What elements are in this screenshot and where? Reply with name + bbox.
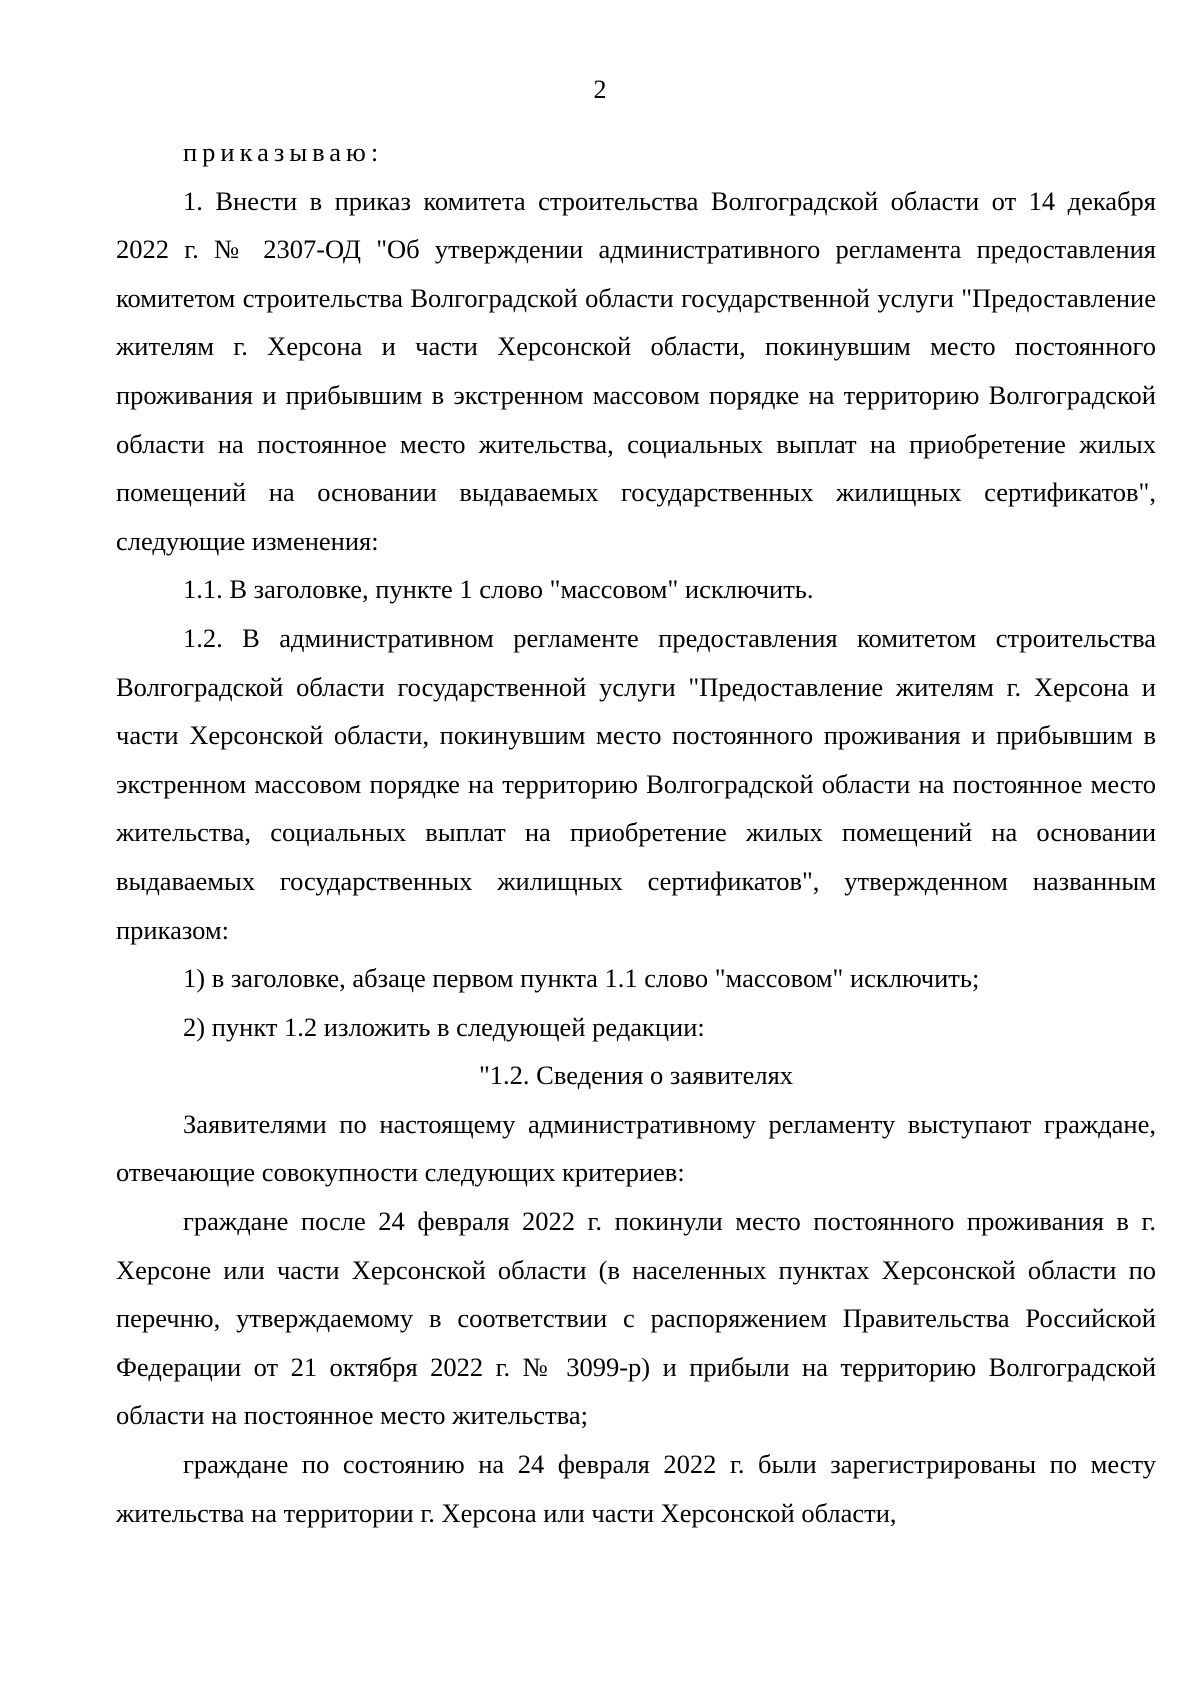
page-number: 2 [593, 75, 607, 104]
order-verb: приказываю: [183, 137, 384, 167]
paragraph-applicants: Заявителями по настоящему административному регламенту выступают граждане, отвечающие совокупности следующих критериев: [116, 1108, 1156, 1188]
section-heading: "1.2. Сведения о заявителях [478, 1060, 794, 1091]
paragraph-criterion-1: граждане после 24 февраля 2022 г. покинули место постоянного проживания в г. Херсоне или части Херсонской области (в населенных пунктах Херсонской области по перечню, утверждаемому в соответствии с распоряжением Правительства Российской Федерации от 21 октября 2022 г. № 3099-р) и прибыли на территорию Волгоградской области на постоянное место жительства; [116, 1206, 1156, 1431]
paragraph-subitem-1: 1) в заголовке, абзаце первом пункта 1.1 слово "массовом" исключить; [183, 963, 980, 994]
paragraph-item-1-2: 1.2. В административном регламенте предоставления комитетом строительства Волгоградской области государственной услуги "Предоставление жителям г. Херсона и части Херсонской области, покинувшим место постоянного проживания и прибывшим в экстренном массовом порядке на территорию Волгоградской области на постоянное место жительства, социальных выплат на приобретение жилых помещений на основании выдаваемых государственных жилищных сертификатов", утвержденном названным приказом: [116, 622, 1156, 945]
paragraph-criterion-2: граждане по состоянию на 24 февраля 2022 г. были зарегистрированы по месту жительства на территории г. Херсона или части Херсонской области, [116, 1449, 1156, 1528]
paragraph-item-1: 1. Внести в приказ комитета строительства Волгоградской области от 14 декабря 2022 г. № 2307-ОД "Об утверждении административного регламента предоставления комитетом строительства Волгоградской области государственной услуги "Предоставление жителям г. Херсона и части Херсонской области, покинувшим место постоянного проживания и прибывшим в экстренном массовом порядке на территорию Волгоградской области на постоянное место жительства, социальных выплат на приобретение жилых помещений на основании выдаваемых государственных жилищных сертификатов", следующие изменения: [116, 185, 1156, 556]
paragraph-subitem-2: 2) пункт 1.2 изложить в следующей редакции: [183, 1011, 705, 1042]
paragraph-item-1-1: 1.1. В заголовке, пункте 1 слово "массовом" исключить. [183, 574, 814, 605]
document-body [116, 128, 1156, 1537]
